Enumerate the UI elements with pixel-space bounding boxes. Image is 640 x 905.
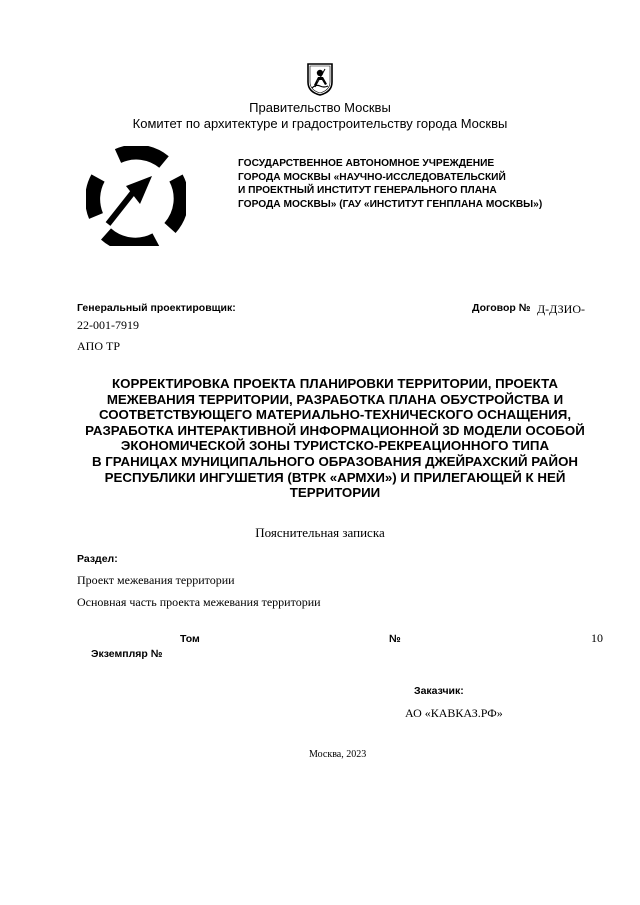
volume-number-value: 10	[591, 631, 603, 645]
section-line-1: Проект межевания территории	[77, 573, 235, 587]
city-year-footer: Москва, 2023	[309, 749, 367, 760]
committee-name: Комитет по архитектуре и градостроительству города Москвы	[132, 116, 508, 131]
apo-label: АПО ТР	[77, 339, 121, 353]
client-label: Заказчик:	[414, 685, 464, 697]
title-line: В ГРАНИЦАХ МУНИЦИПАЛЬНОГО ОБРАЗОВАНИЯ ДЖЕЙРАХСКИЙ РАЙОН	[91, 453, 579, 469]
volume-number-label: №	[389, 633, 401, 645]
section-label: Раздел:	[77, 553, 118, 565]
organization-name-line: ГОРОДА МОСКВЫ «НАУЧНО-ИССЛЕДОВАТЕЛЬСКИЙ	[238, 171, 506, 183]
title-line: СООТВЕТСТВУЮЩЕГО МАТЕРИАЛЬНО-ТЕХНИЧЕСКОГО ОСНАЩЕНИЯ,	[98, 407, 572, 423]
contract-label: Договор №	[472, 302, 531, 314]
copy-number-label: Экземпляр №	[91, 648, 163, 660]
organization-name	[238, 157, 542, 211]
title-line: МЕЖЕВАНИЯ ТЕРРИТОРИИ, РАЗРАБОТКА ПЛАНА ОБУСТРОЙСТВА И	[106, 391, 564, 407]
organization-name-line: ГОРОДА МОСКВЫ» (ГАУ «ИНСТИТУТ ГЕНПЛАНА МОСКВЫ»)	[238, 198, 543, 210]
document-title	[60, 376, 610, 501]
contract-number-continuation: 22-001-7919	[77, 318, 139, 332]
general-designer-label: Генеральный проектировщик:	[77, 302, 236, 314]
genplan-institute-logo-icon	[86, 146, 186, 251]
title-line: ЭКОНОМИЧЕСКОЙ ЗОНЫ ТУРИСТСКО-РЕКРЕАЦИОННОГО ТИПА	[120, 438, 550, 454]
client-name: АО «КАВКАЗ.РФ»	[405, 706, 503, 720]
title-line: КОРРЕКТИРОВКА ПРОЕКТА ПЛАНИРОВКИ ТЕРРИТОРИИ, ПРОЕКТА	[112, 376, 558, 391]
moscow-coat-of-arms-icon	[306, 62, 334, 101]
title-line: РЕСПУБЛИКИ ИНГУШЕТИЯ (ВТРК «АРМХИ») И ПРИЛЕГАЮЩЕЙ К НЕЙ	[104, 469, 566, 485]
volume-label: Том	[180, 633, 200, 645]
organization-name-line: И ПРОЕКТНЫЙ ИНСТИТУТ ГЕНЕРАЛЬНОГО ПЛАНА	[238, 185, 497, 196]
title-line: РАЗРАБОТКА ИНТЕРАКТИВНОЙ ИНФОРМАЦИОННОЙ 3D МОДЕЛИ ОСОБОЙ	[85, 422, 585, 438]
contract-number: Д-ДЗИО-	[537, 302, 586, 316]
government-name: Правительство Москвы	[249, 100, 391, 115]
title-line: ТЕРРИТОРИИ	[289, 485, 381, 501]
organization-name-line: ГОСУДАРСТВЕННОЕ АВТОНОМНОЕ УЧРЕЖДЕНИЕ	[238, 158, 495, 169]
document-type: Пояснительная записка	[255, 525, 385, 540]
section-line-2: Основная часть проекта межевания территории	[77, 595, 321, 609]
